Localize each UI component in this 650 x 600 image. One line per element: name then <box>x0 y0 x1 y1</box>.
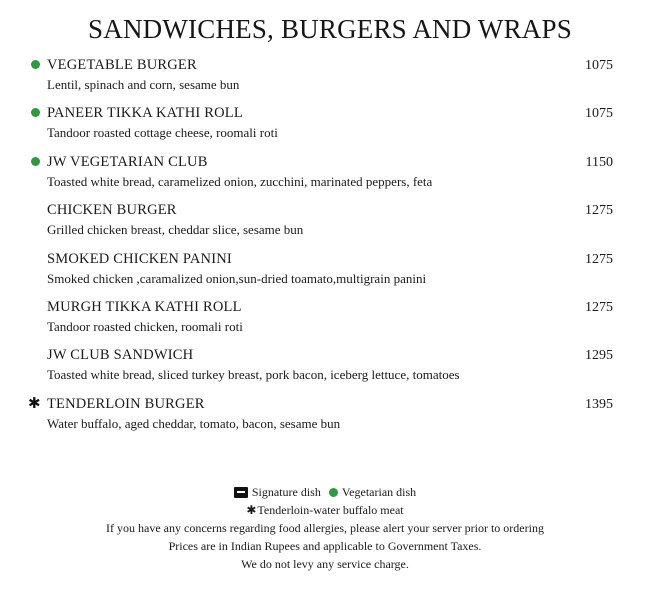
item-price: 1275 <box>585 251 613 267</box>
legend-signature-label: Signature dish <box>251 485 321 499</box>
item-name: VEGETABLE BURGER <box>47 57 197 73</box>
menu-item-jw-club-sandwich <box>0 348 650 396</box>
vegetarian-icon <box>30 106 42 120</box>
vegetarian-icon <box>329 488 338 497</box>
item-description: Tandoor roasted chicken, roomali roti <box>47 318 243 334</box>
menu-item-jw-vegetarian-club <box>0 155 650 203</box>
allergy-note: If you have any concerns regarding food allergies, please alert your server prior to ordering <box>106 521 544 535</box>
prices-note: Prices are in Indian Rupees and applicable to Government Taxes. <box>168 539 482 553</box>
menu-list <box>0 58 650 445</box>
menu-item-chicken-burger <box>0 203 650 251</box>
vegetarian-icon <box>30 58 42 72</box>
menu-item-paneer-tikka-kathi-roll <box>0 106 650 154</box>
item-name: MURGH TIKKA KATHI ROLL <box>47 298 242 315</box>
legend-tenderloin <box>0 501 650 519</box>
menu-item-vegetable-burger <box>0 58 650 106</box>
asterisk-icon: ✱ <box>28 393 41 412</box>
legend-vegetarian-label: Vegetarian dish <box>341 485 417 499</box>
item-price: 1150 <box>585 154 613 170</box>
service-charge-note: We do not levy any service charge. <box>241 557 409 571</box>
menu-item-murgh-tikka-kathi-roll <box>0 300 650 348</box>
item-description: Toasted white bread, sliced turkey breast, pork bacon, iceberg lettuce, tomatoes <box>47 367 460 383</box>
item-description: Lentil, spinach and corn, sesame bun <box>47 77 240 92</box>
item-name: PANEER TIKKA KATHI ROLL <box>47 105 243 122</box>
menu-item-smoked-chicken-panini <box>0 252 650 300</box>
item-name: CHICKEN BURGER <box>47 202 177 219</box>
menu-item-tenderloin-burger <box>0 393 650 445</box>
vegetarian-icon <box>30 155 42 169</box>
item-price: 1075 <box>585 58 613 73</box>
item-price: 1075 <box>585 106 613 122</box>
item-name: JW CLUB SANDWICH <box>47 347 194 364</box>
item-price: 1275 <box>585 203 613 219</box>
item-description: Tandoor roasted cottage cheese, roomali roti <box>47 125 278 141</box>
signature-dish-icon <box>234 487 248 498</box>
item-description: Water buffalo, aged cheddar, tomato, bacon, sesame bun <box>47 415 341 431</box>
item-price: 1295 <box>585 348 613 364</box>
item-description: Toasted white bread, caramelized onion, zucchini, marinated peppers, feta <box>47 173 433 189</box>
item-name: JW VEGETARIAN CLUB <box>47 153 208 170</box>
item-name: SMOKED CHICKEN PANINI <box>47 250 232 267</box>
item-price: 1395 <box>585 396 613 412</box>
item-description: Smoked chicken ,caramalized onion,sun-dried toamato,multigrain panini <box>47 270 427 286</box>
item-price: 1275 <box>585 299 613 315</box>
legend-tenderloin-label: Tenderloin-water buffalo meat <box>257 503 404 517</box>
item-description: Grilled chicken breast, cheddar slice, sesame bun <box>47 222 304 238</box>
legend <box>0 483 650 501</box>
asterisk-icon: ✱ <box>246 503 257 517</box>
page-title: SANDWICHES, BURGERS AND WRAPS <box>88 14 572 44</box>
menu-footer <box>0 483 650 573</box>
item-name: TENDERLOIN BURGER <box>47 395 205 412</box>
